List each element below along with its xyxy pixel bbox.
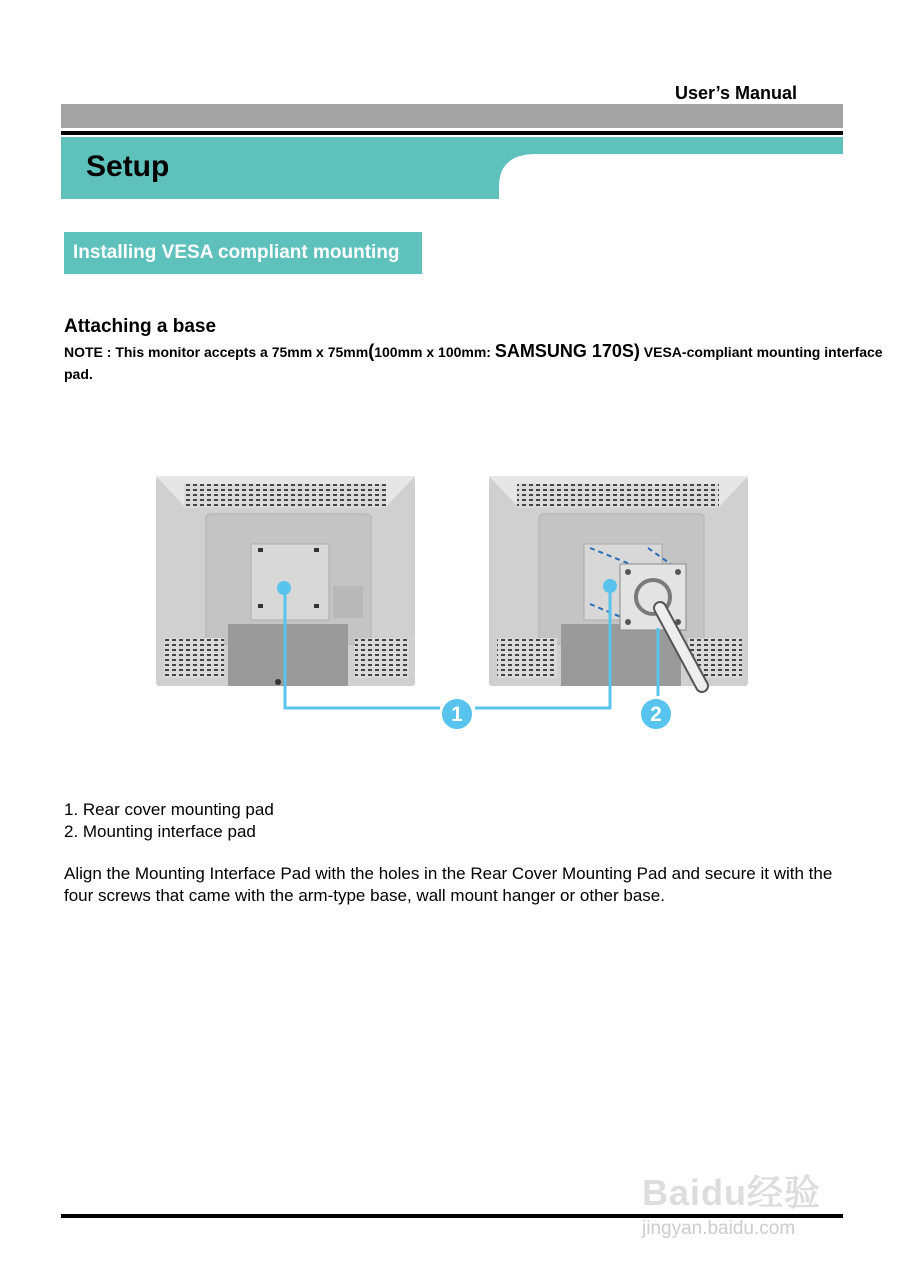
callout-2-label: 2 xyxy=(650,703,662,726)
attach-heading: Attaching a base xyxy=(64,316,217,337)
note-part-1: NOTE : This monitor accepts a 75mm x 75mm xyxy=(64,344,369,360)
note-part-5: VESA-compliant mounting interface pad. xyxy=(64,344,883,382)
mounting-figure xyxy=(150,468,760,738)
header-rule xyxy=(61,131,843,135)
monitor-rear-view-2 xyxy=(489,476,748,686)
header-gray-bar xyxy=(61,104,843,128)
note-model: SAMSUNG 170S) xyxy=(494,341,640,361)
instructions-paragraph: Align the Mounting Interface Pad with the holes in the Rear Cover Mounting Pad and secure it with the four screws that came with the arm-type base, wall mount hanger or other base. xyxy=(64,864,833,905)
subheading-banner: Installing VESA compliant mounting xyxy=(64,232,422,274)
pad-marker-2 xyxy=(603,579,617,593)
list-item: 2. Mounting interface pad xyxy=(64,822,256,841)
section-title: Setup xyxy=(86,150,170,183)
note-part-3: 100mm x 100mm: xyxy=(374,344,495,360)
note-part-2: ( xyxy=(368,341,375,361)
callout-1-label: 1 xyxy=(451,703,463,726)
parts-list xyxy=(64,799,274,843)
list-item: 1. Rear cover mounting pad xyxy=(64,800,274,819)
note-paragraph xyxy=(64,340,884,385)
header-label: User’s Manual xyxy=(674,83,797,103)
pad-marker-1 xyxy=(277,581,291,595)
section-band xyxy=(61,137,843,199)
watermark-logo: Baidu经验 xyxy=(642,1172,822,1213)
watermark-url: jingyan.baidu.com xyxy=(642,1218,796,1239)
